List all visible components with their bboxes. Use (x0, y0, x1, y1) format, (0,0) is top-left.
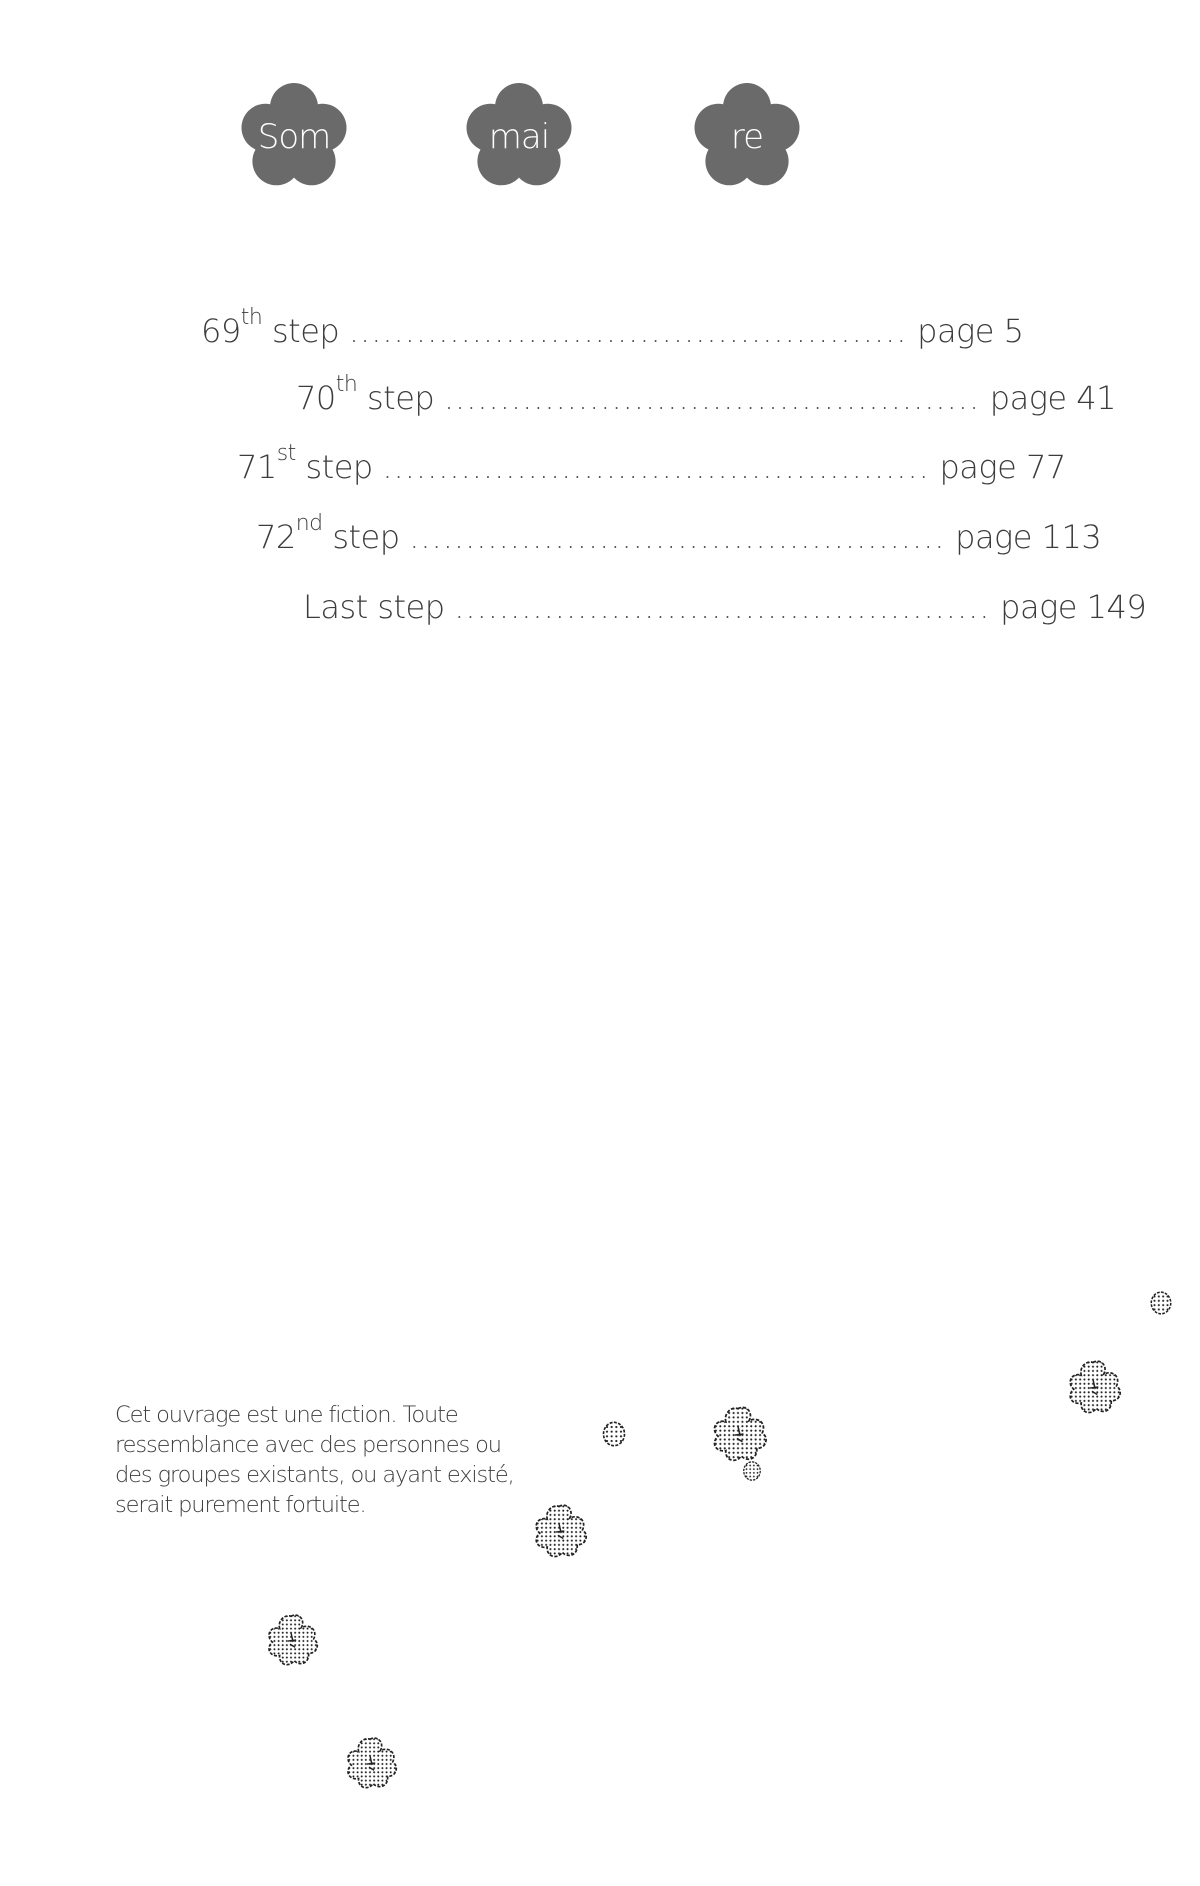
chapter-number: 72 (256, 518, 296, 556)
chapter-number: 71 (237, 448, 277, 486)
title-flower-mai (463, 81, 575, 193)
page-label: page 5 (917, 312, 1024, 350)
chapter-number: 69 (201, 312, 241, 350)
dotted-petal-icon (741, 1460, 763, 1482)
title-part: re (730, 117, 764, 157)
leader-dots: ................................................. (382, 448, 930, 486)
toc-entry-69[interactable] (201, 305, 1024, 350)
toc-entry-70[interactable] (296, 372, 1116, 417)
chapter-number: 70 (296, 379, 336, 417)
leader-dots: ................................................ (443, 379, 981, 417)
toc-entry-71[interactable] (237, 441, 1066, 486)
dotted-blossom-icon (260, 1610, 322, 1670)
leader-dots: ................................................ (409, 518, 946, 556)
chapter-word: step (305, 448, 373, 486)
disclaimer-line: ressemblance avec des personnes ou (115, 1432, 501, 1458)
ordinal-suffix: th (240, 305, 263, 331)
ordinal-suffix: st (276, 441, 296, 467)
disclaimer-line: des groupes existants, ou ayant existé, (115, 1462, 514, 1488)
chapter-word: step (332, 518, 400, 556)
toc-entry-72[interactable] (256, 511, 1102, 556)
leader-dots: .................................................. (348, 312, 908, 350)
disclaimer-line: serait purement fortuite. (115, 1492, 366, 1518)
chapter-word: Last step (303, 588, 445, 626)
dotted-petal-icon (1148, 1290, 1174, 1316)
title-flower-re (691, 81, 803, 193)
chapter-word: step (271, 312, 340, 350)
page-label: page 113 (955, 518, 1102, 556)
ordinal-suffix: nd (295, 511, 323, 537)
title-flower-som (238, 81, 350, 193)
page-label: page 77 (939, 448, 1066, 486)
title-part: Som (257, 117, 331, 157)
title-part: mai (488, 117, 550, 157)
page-label: page 41 (989, 379, 1116, 417)
dotted-blossom-icon (526, 1500, 592, 1562)
dotted-blossom-icon (338, 1733, 402, 1793)
disclaimer-line: Cet ouvrage est une fiction. Toute (115, 1402, 458, 1428)
chapter-word: step (366, 379, 435, 417)
toc-entry-last[interactable] (303, 588, 1146, 626)
fiction-disclaimer (115, 1400, 535, 1520)
dotted-petal-icon (600, 1420, 628, 1448)
ordinal-suffix: th (335, 372, 358, 398)
leader-dots: ................................................ (454, 588, 991, 626)
dotted-blossom-icon (1060, 1356, 1126, 1418)
dotted-blossom-icon (704, 1402, 772, 1466)
page-label: page 149 (1000, 588, 1147, 626)
